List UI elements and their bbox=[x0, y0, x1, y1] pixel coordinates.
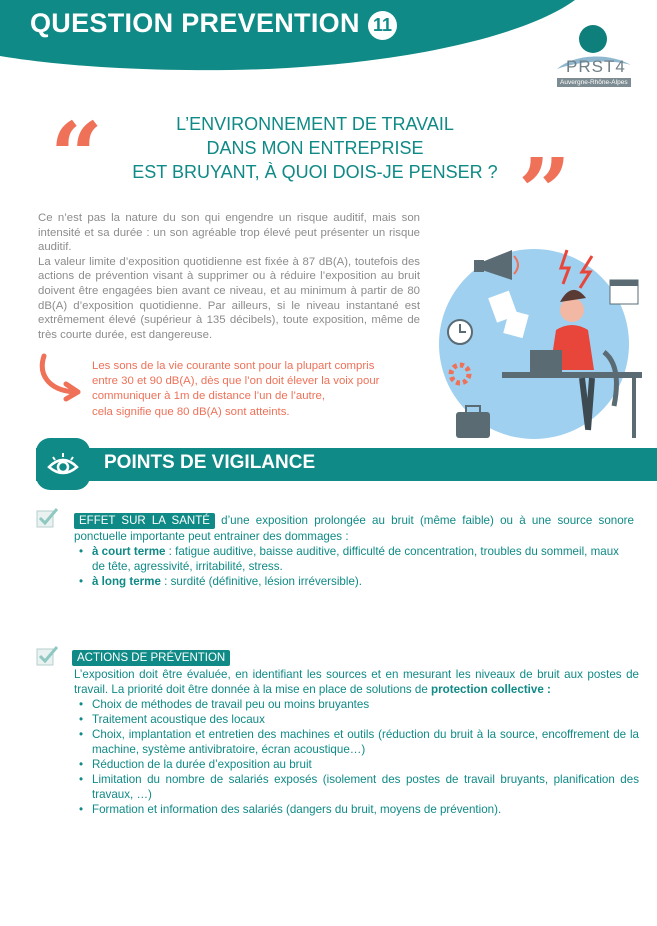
list-item: • Choix de méthodes de travail peu ou moins bruyantes bbox=[92, 697, 639, 712]
health-list bbox=[74, 544, 634, 589]
checkmark-icon bbox=[36, 508, 58, 528]
curved-arrow-icon bbox=[36, 352, 86, 402]
question-number-badge: 11 bbox=[368, 11, 397, 40]
header-title: QUESTION PREVENTION bbox=[30, 8, 360, 38]
list-item: • Traitement acoustique des locaux bbox=[92, 712, 639, 727]
note-line-2: entre 30 et 90 dB(A), dès que l’on doit élever la voix pour bbox=[92, 375, 380, 388]
open-quote-icon: “ bbox=[50, 102, 103, 210]
list-item: • Formation et information des salariés (dangers du bruit, moyens de prévention). bbox=[92, 802, 639, 817]
note-line-3: communiquer à 1m de distance l’un de l’autre, bbox=[92, 390, 326, 403]
list-item bbox=[92, 544, 634, 574]
list-item bbox=[92, 574, 634, 589]
question-line-1: L’ENVIRONNEMENT DE TRAVAIL bbox=[176, 114, 454, 134]
list-item: • Limitation du nombre de salariés exposés (isolement des postes de travail bruyants, planification des travaux, …) bbox=[92, 772, 639, 802]
prevention-list bbox=[74, 697, 639, 817]
noise-illustration bbox=[432, 232, 647, 454]
list-item-term: à long terme bbox=[92, 575, 161, 588]
question-heading bbox=[110, 112, 520, 184]
prevention-lead-paragraph bbox=[74, 667, 639, 697]
question-line-2: DANS MON ENTREPRISE bbox=[206, 138, 424, 158]
list-item: • Réduction de la durée d’exposition au bruit bbox=[92, 757, 639, 772]
list-item: • Choix, implantation et entretien des machines et outils (réduction du bruit à la source, encoffrement de la machine, système antivibratoire, écran acoustique…) bbox=[92, 727, 639, 757]
health-lead-paragraph bbox=[74, 513, 634, 544]
note-line-1: Les sons de la vie courante sont pour la plupart compris bbox=[92, 360, 375, 372]
list-item-text: : fatigue auditive, baisse auditive, difficulté de concentration, troubles du sommeil, maux de tête, agressivité, irritabilité, stress. bbox=[92, 545, 619, 573]
logo-subtitle: Auvergne-Rhône-Alpes bbox=[557, 78, 631, 87]
question-line-3: EST BRUYANT, À QUOI DOIS-JE PENSER ? bbox=[132, 162, 498, 182]
eye-icon bbox=[47, 451, 79, 479]
list-item-text: : surdité (définitive, lésion irréversible). bbox=[160, 575, 362, 588]
list-item-term: à court terme bbox=[92, 545, 166, 558]
note-text bbox=[92, 359, 422, 420]
close-quote-icon: ” bbox=[518, 138, 571, 246]
vigilance-title: POINTS DE VIGILANCE bbox=[104, 452, 316, 473]
intro-paragraph-1: Ce n’est pas la nature du son qui engendre un risque auditif, mais son intensité et sa durée : un son agréable trop élevé peut présenter un risque auditif. bbox=[38, 212, 420, 254]
prevention-lead-bold: protection collective : bbox=[431, 683, 551, 696]
intro-text bbox=[38, 211, 420, 342]
prevention-tag: ACTIONS DE PRÉVENTION bbox=[72, 650, 230, 666]
health-section bbox=[74, 513, 634, 589]
note-line-4: cela signifie que 80 dB(A) sont atteints. bbox=[92, 405, 290, 418]
checkmark-icon bbox=[36, 646, 58, 666]
health-lead: d’une exposition prolongée au bruit (même faible) ou à une source sonore ponctuelle importante peut entrainer des dommages : bbox=[74, 514, 634, 543]
intro-paragraph-2: La valeur limite d’exposition quotidienne est fixée à 87 dB(A), toutefois des actions de prévention visant à supprimer ou à réduire l’exposition au bruit doivent être engagées bien avant ce niveau, et au minimum à partir de 80 dB(A) d’exposition quotidienne. Par ailleurs, si le niveau instantané est extrêmement élevé (supérieur à 135 décibels), toute exposition, même de très courte durée, est dangereuse. bbox=[38, 255, 420, 341]
prevention-lead: L’exposition doit être évaluée, en identifiant les sources et en mesurant les niveaux de bruit aux postes de travail. La priorité doit être donnée à la mise en place de solutions de bbox=[74, 668, 639, 696]
logo-text: PRST4 bbox=[566, 57, 626, 76]
health-tag: EFFET SUR LA SANTÉ bbox=[74, 513, 215, 529]
prevention-section bbox=[74, 667, 639, 817]
